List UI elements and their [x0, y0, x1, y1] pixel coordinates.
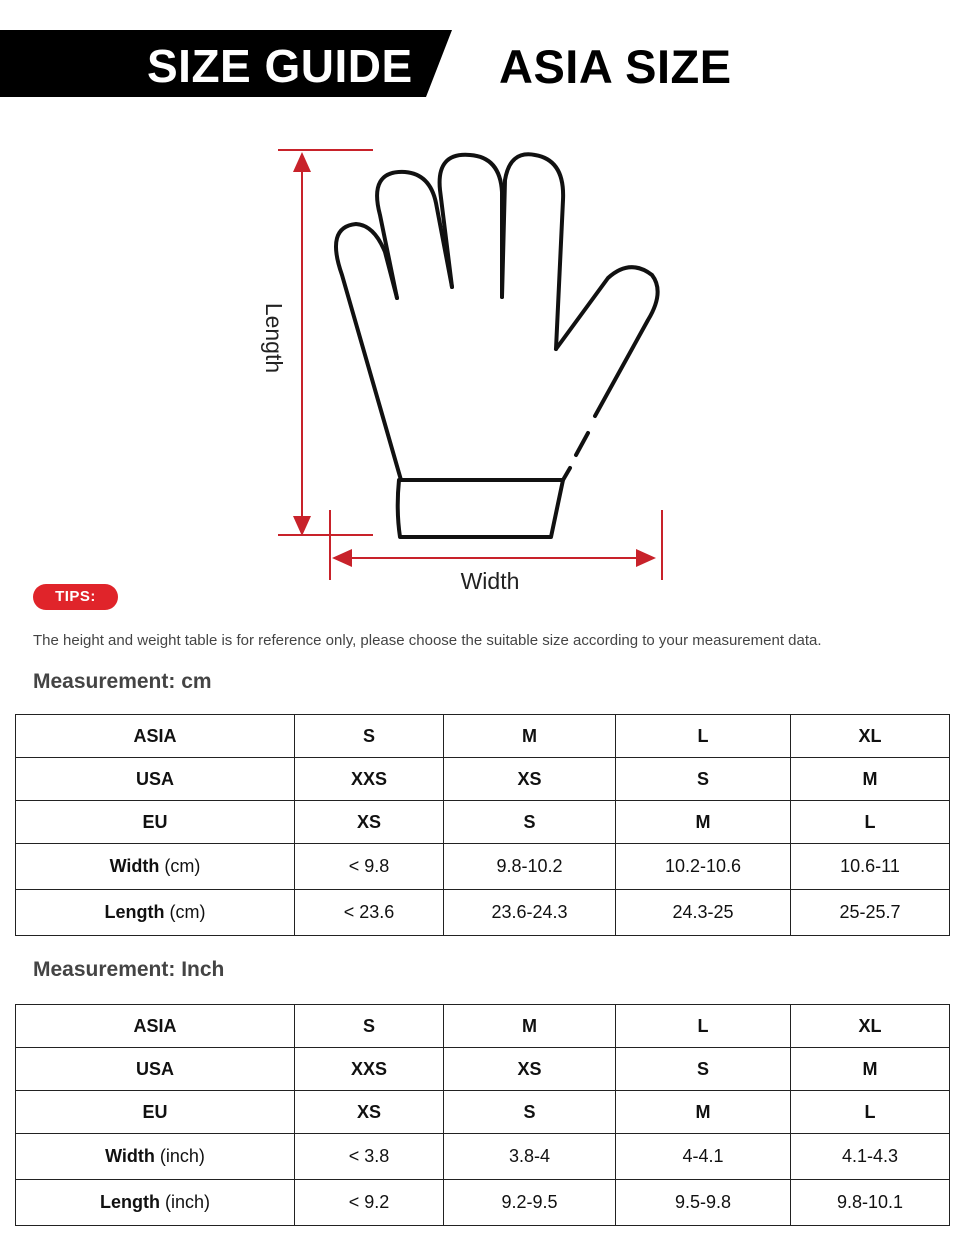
tips-text: The height and weight table is for reference only, please choose the suitable size according to your measurement data. — [33, 632, 822, 649]
table-cell: M — [616, 1091, 791, 1134]
table-cell: 24.3-25 — [616, 890, 791, 936]
inch-section-title: Measurement: Inch — [33, 958, 225, 981]
table-cell: XXS — [295, 758, 444, 801]
table-cell: L — [616, 715, 791, 758]
table-cell: XXS — [295, 1048, 444, 1091]
table-cell: S — [616, 758, 791, 801]
row-unit: (cm) — [164, 856, 201, 876]
table-cell: 3.8-4 — [444, 1134, 616, 1180]
row-label: USA — [16, 1048, 295, 1091]
table-cell: 9.5-9.8 — [616, 1180, 791, 1226]
table-row — [16, 1134, 950, 1180]
table-cell: XS — [295, 1091, 444, 1134]
table-cell: < 9.8 — [295, 844, 444, 890]
row-label — [16, 844, 295, 890]
table-row — [16, 1180, 950, 1226]
table-row — [16, 758, 950, 801]
table-row — [16, 715, 950, 758]
row-label — [16, 1134, 295, 1180]
table-cell: < 23.6 — [295, 890, 444, 936]
inch-size-table — [15, 1004, 950, 1226]
length-arrow — [278, 150, 373, 536]
table-cell: 9.2-9.5 — [444, 1180, 616, 1226]
glove-outline-icon — [336, 154, 658, 537]
table-row — [16, 890, 950, 936]
table-row — [16, 844, 950, 890]
table-cell: 9.8-10.2 — [444, 844, 616, 890]
table-row — [16, 1091, 950, 1134]
table-cell: XS — [295, 801, 444, 844]
table-cell: 10.6-11 — [791, 844, 950, 890]
table-row — [16, 801, 950, 844]
table-cell: 9.8-10.1 — [791, 1180, 950, 1226]
tips-badge: TIPS: — [33, 584, 118, 610]
table-cell: 10.2-10.6 — [616, 844, 791, 890]
cm-size-table — [15, 714, 950, 936]
length-label: Length — [261, 302, 287, 374]
table-cell: 4-4.1 — [616, 1134, 791, 1180]
table-cell: S — [295, 715, 444, 758]
table-cell: 23.6-24.3 — [444, 890, 616, 936]
table-cell: M — [616, 801, 791, 844]
table-cell: XS — [444, 758, 616, 801]
table-cell: < 9.2 — [295, 1180, 444, 1226]
table-cell: XL — [791, 1005, 950, 1048]
table-cell: M — [791, 1048, 950, 1091]
table-cell: S — [295, 1005, 444, 1048]
row-label: EU — [16, 1091, 295, 1134]
row-label: ASIA — [16, 715, 295, 758]
row-label: USA — [16, 758, 295, 801]
table-cell: L — [791, 1091, 950, 1134]
row-label-text: Width — [105, 1146, 155, 1166]
cm-section-title: Measurement: cm — [33, 670, 212, 693]
row-label: EU — [16, 801, 295, 844]
row-label-text: Width — [109, 856, 160, 876]
row-label: ASIA — [16, 1005, 295, 1048]
table-cell: S — [616, 1048, 791, 1091]
table-cell: XS — [444, 1048, 616, 1091]
row-unit: (inch) — [165, 1192, 211, 1212]
row-label-text: Length — [104, 902, 165, 922]
region-title: ASIA SIZE — [499, 40, 732, 93]
row-unit: (cm) — [169, 902, 206, 922]
table-row — [16, 1048, 950, 1091]
table-cell: S — [444, 801, 616, 844]
table-cell: S — [444, 1091, 616, 1134]
table-row — [16, 1005, 950, 1048]
row-label-text: Length — [99, 1192, 160, 1212]
glove-diagram — [0, 120, 964, 590]
table-cell: XL — [791, 715, 950, 758]
banner-title: SIZE GUIDE — [147, 40, 413, 92]
table-cell: M — [444, 1005, 616, 1048]
table-cell: 4.1-4.3 — [791, 1134, 950, 1180]
width-label: Width — [460, 568, 520, 594]
table-cell: L — [616, 1005, 791, 1048]
table-cell: 25-25.7 — [791, 890, 950, 936]
table-cell: L — [791, 801, 950, 844]
table-cell: M — [444, 715, 616, 758]
table-cell: M — [791, 758, 950, 801]
row-label — [16, 890, 295, 936]
row-label — [16, 1180, 295, 1226]
row-unit: (inch) — [159, 1146, 205, 1166]
table-cell: < 3.8 — [295, 1134, 444, 1180]
